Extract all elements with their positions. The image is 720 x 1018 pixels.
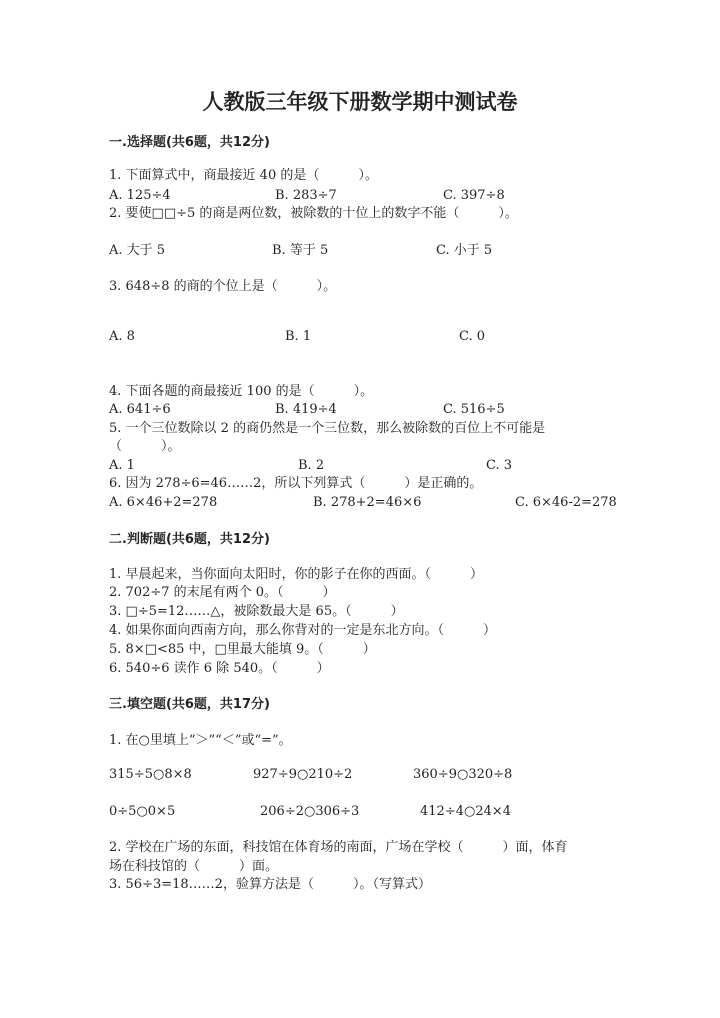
question-5-continued: （ ）。 (109, 439, 181, 454)
judgement-5: 5. 8×□<85 中，□里最大能填 9。（ ） (109, 642, 376, 657)
fill-2: 2. 学校在广场的东面，科技馆在体育场的南面，广场在学校（ ）面，体育 (109, 840, 568, 855)
question-3: 3. 648÷8 的商的个位上是（ ）。 (109, 279, 337, 294)
judgement-1: 1. 早晨起来，当你面向太阳时，你的影子在你的西面。（ ） (109, 567, 484, 582)
option-c: C. 516÷5 (443, 402, 505, 417)
compare-item: 206÷2○306÷3 (260, 804, 360, 819)
option-c: C. 0 (459, 329, 486, 344)
page-title: 人教版三年级下册数学期中测试卷 (202, 89, 518, 114)
compare-item: 412÷4○24×4 (420, 804, 512, 819)
option-a: A. 1 (109, 458, 135, 473)
compare-item: 315÷5○8×8 (109, 767, 192, 782)
option-a: A. 641÷6 (109, 402, 171, 417)
option-b: B. 2 (298, 458, 325, 473)
option-a: A. 125÷4 (109, 188, 171, 203)
option-b: B. 1 (285, 329, 312, 344)
judgement-4: 4. 如果你面向西南方向，那么你背对的一定是东北方向。（ ） (109, 623, 497, 638)
option-c: C. 3 (486, 458, 513, 473)
question-5: 5. 一个三位数除以 2 的商仍然是一个三位数，那么被除数的百位上不可能是 (109, 421, 546, 436)
option-c: C. 小于 5 (436, 243, 493, 258)
judgement-2: 2. 702÷7 的末尾有两个 0。（ ） (109, 585, 336, 600)
option-b: B. 等于 5 (272, 243, 329, 258)
judgement-3: 3. □÷5=12……△，被除数最大是 65。（ ） (109, 604, 404, 619)
question-2: 2. 要使□□÷5 的商是两位数，被除数的十位上的数字不能（ ）。 (109, 206, 518, 221)
question-1: 1. 下面算式中，商最接近 40 的是（ ）。 (109, 168, 378, 183)
judgement-6: 6. 540÷6 读作 6 除 540。（ ） (109, 661, 330, 676)
compare-item: 0÷5○0×5 (109, 804, 176, 819)
fill-2-continued: 场在科技馆的（ ）面。 (109, 859, 279, 874)
option-a: A. 6×46+2=278 (109, 495, 218, 510)
compare-item: 927÷9○210÷2 (253, 767, 353, 782)
fill-1: 1. 在○里填上“＞”“＜”或“=”。 (109, 733, 292, 748)
question-6: 6. 因为 278÷6=46……2，所以下列算式（ ）是正确的。 (109, 476, 483, 491)
section-heading-fill: 三.填空题(共6题，共17分) (109, 697, 270, 712)
option-a: A. 大于 5 (109, 243, 166, 258)
option-c: C. 6×46-2=278 (515, 495, 617, 510)
section-heading-choice: 一.选择题(共6题，共12分) (109, 135, 270, 150)
section-heading-judgement: 二.判断题(共6题，共12分) (109, 532, 270, 547)
question-4: 4. 下面各题的商最接近 100 的是（ ）。 (109, 384, 374, 399)
option-b: B. 419÷4 (275, 402, 337, 417)
option-a: A. 8 (109, 329, 135, 344)
compare-item: 360÷9○320÷8 (413, 767, 513, 782)
option-c: C. 397÷8 (443, 188, 505, 203)
option-b: B. 283÷7 (275, 188, 337, 203)
fill-3: 3. 56÷3=18……2，验算方法是（ ）。（写算式） (109, 877, 431, 892)
option-b: B. 278+2=46×6 (313, 495, 422, 510)
